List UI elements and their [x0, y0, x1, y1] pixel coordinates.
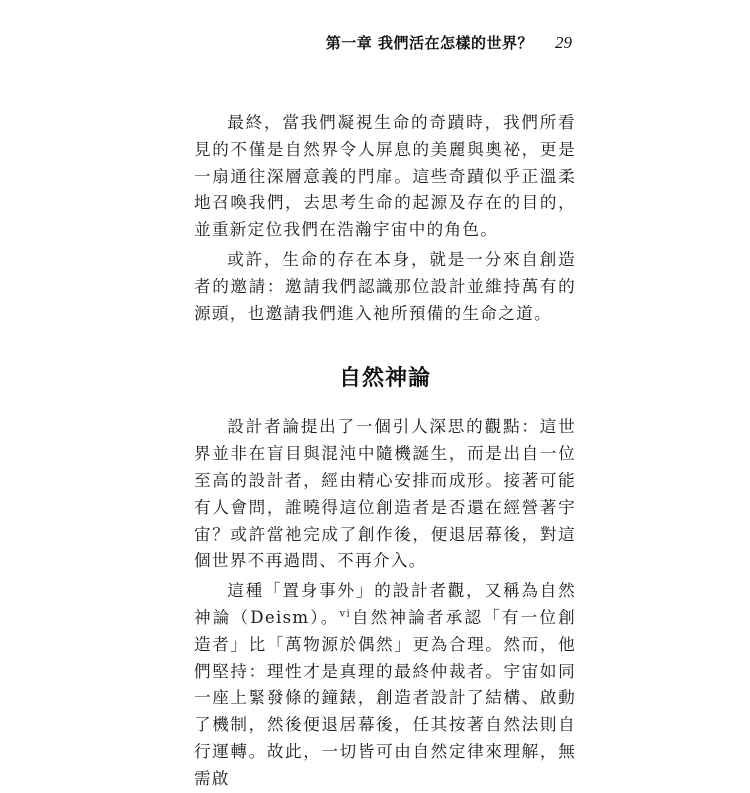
- deism-text-part-1: 這種「置身事外」的設計者觀，又稱為自然神論（Deism）。: [194, 581, 576, 627]
- body-text: [194, 110, 576, 793]
- page-number: 29: [555, 33, 572, 52]
- paragraph-wonder-of-life: 最終，當我們凝視生命的奇蹟時，我們所看見的不僅是自然界令人屏息的美麗與奧祕，更是一扇通往深層意義的門扉。這些奇蹟似乎正溫柔地召喚我們，去思考生命的起源及存在的目的，並重新定位我們在浩瀚宇宙中的角色。: [194, 113, 576, 240]
- running-header: [326, 32, 572, 53]
- deism-text-part-2: 自然神論者承認「有一位創造者」比「萬物源於偶然」更為合理。然而，他們堅持：理性才是真理的最終仲裁者。宇宙如同一座上緊發條的鐘錶，創造者設計了結構、啟動了機制，然後便退居幕後，任其按著自然法則自行運轉。故此，一切皆可由自然定律來理解，無需啟: [194, 607, 576, 788]
- section-heading: 自然神論: [338, 366, 431, 392]
- chapter-title: 第一章 我們活在怎樣的世界？: [325, 34, 533, 52]
- paragraph-invitation: 或許，生命的存在本身，就是一分來自創造者的邀請：邀請我們認識那位設計並維持萬有的源頭，也邀請我們進入祂所預備的生命之道。: [194, 249, 576, 323]
- footnote-marker[interactable]: vi: [339, 608, 351, 620]
- paragraph-deism: [194, 578, 576, 792]
- paragraph-designer-argument: 設計者論提出了一個引人深思的觀點：這世界並非在盲目與混沌中隨機誕生，而是出自一位至高的設計者，經由精心安排而成形。接著可能有人會問，誰曉得這位創造者是否還在經營著宇宙？或許當祂完成了創作後，便退居幕後，對這個世界不再過問、不再介入。: [194, 417, 576, 571]
